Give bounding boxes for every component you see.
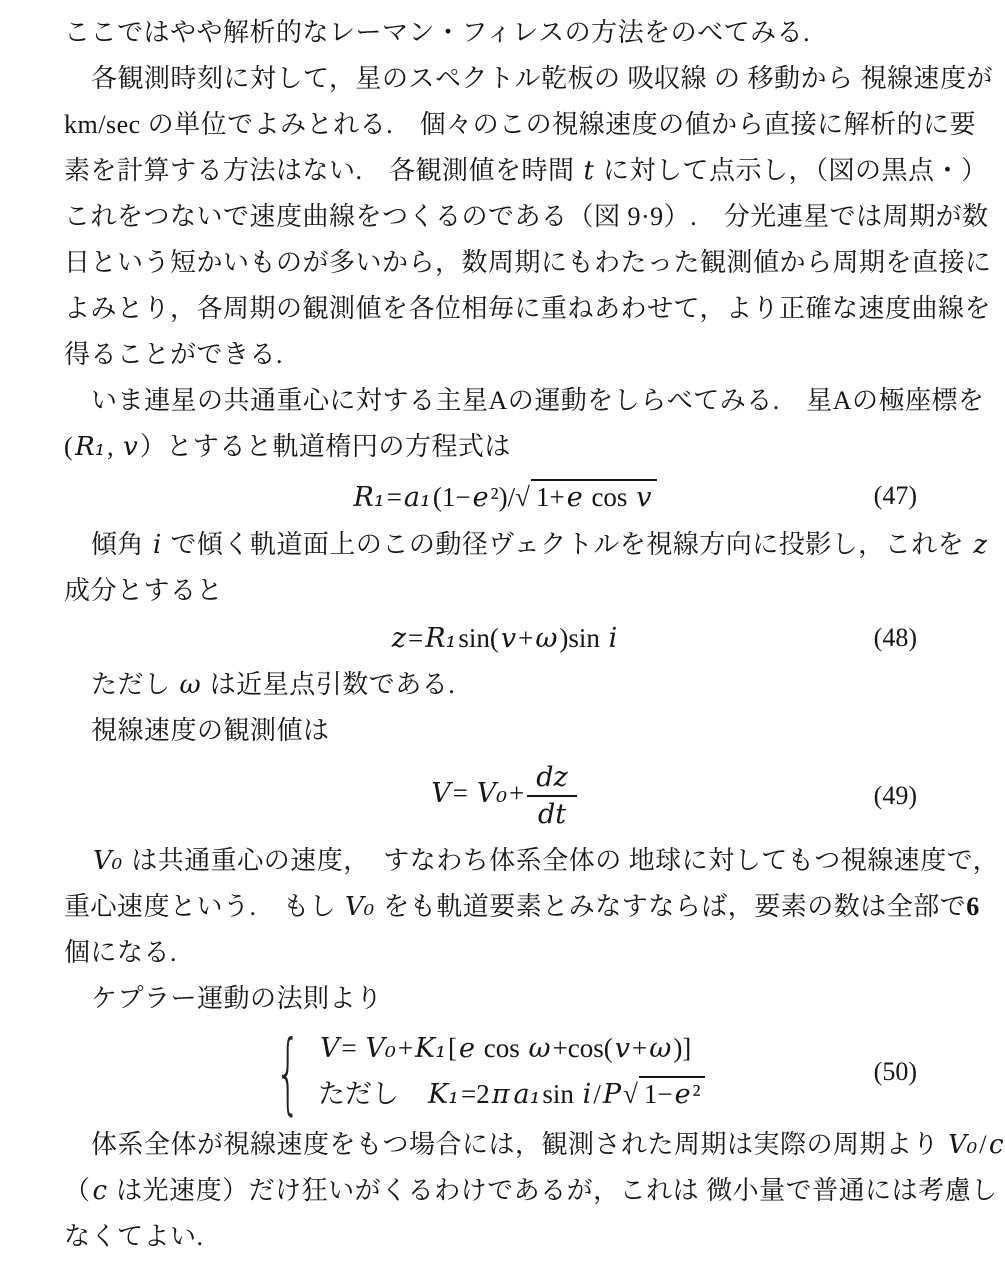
text-run: cos [584,482,635,512]
math-variable: e [472,482,489,513]
text-line [64,1214,945,1260]
equation-body [390,623,620,654]
text-run: ² [692,1079,701,1109]
text-run: 日という短かいものが多いから，数周期にもわたった観測値から周期を直接に [64,248,992,277]
math-variable: v [500,622,517,654]
radicand [531,479,657,513]
text-run: は共通重心の速度， すなわち体系全体の 地球に対してもつ視線速度で， [124,846,1000,875]
math-variable: v [123,432,138,462]
equation-50 [64,1022,945,1122]
text-line [64,332,945,378]
math-variable: c [92,1176,108,1206]
math-variable: ω [528,1033,551,1064]
text-run: で傾く軌道面上のこの動径ヴェクトルを視線方向に投影し，これを [163,530,972,559]
math-variable: e [674,1079,691,1110]
math-variable: c [988,1130,1004,1160]
text-run: （ [64,1176,91,1205]
text-line [64,930,945,976]
text-run: これをつないで速度曲線をつくるのである（図 9·9）. 分光連星では周期が数 [64,202,989,231]
text-run: は近星点引数である. [202,670,456,699]
math-variable: i [608,622,618,654]
math-variable: v [636,482,652,513]
equation-number: (47) [873,481,917,510]
text-run: )] [673,1033,692,1063]
text-line [64,568,945,614]
text-run: sin( [458,622,499,653]
math-variable: R₁ [75,432,106,462]
text-line [64,708,945,754]
text-run: + [509,778,525,809]
text-run: / [593,1079,601,1109]
equation-49 [64,754,945,838]
math-variable: V₀ [345,892,375,922]
text-line [64,1122,1004,1168]
text-run: よみとり，各周期の観測値を各位相毎に重ねあわせて，より正確な速度曲線を [64,294,991,323]
math-variable: P [602,1079,621,1110]
text-run: = [386,482,402,512]
text-run: に対して点示し，（図の黒点・） [595,156,988,185]
math-variable: a₁ [403,482,431,513]
text-line [64,56,993,102]
radical-sign: √ [623,1079,638,1109]
text-line [64,194,989,240]
math-variable: dz [536,762,568,793]
text-line [64,240,992,286]
text-line [64,10,945,56]
text-run: 重心速度という. もし [64,892,344,921]
math-variable: V₀ [948,1130,978,1160]
text-run: ここではやや解析的なレーマン・フィレスの方法をのべてみる. [64,18,811,47]
math-variable: V₀ [365,1033,396,1064]
math-variable: ω [535,622,558,654]
math-variable: a₁ [513,1079,541,1110]
text-run: ( [64,432,74,461]
text-run: 傾角 [91,530,152,559]
math-variable: z [973,530,988,560]
equation-number: (48) [873,623,917,652]
text-run: + [518,622,534,653]
text-line [64,976,945,1022]
math-variable: π [491,1079,510,1110]
math-variable: V₀ [93,846,123,876]
text-run: 6 [966,892,980,921]
text-column [64,10,1004,1260]
math-variable: z [391,622,406,654]
text-run: =2 [461,1079,490,1109]
math-variable: ω [649,1033,672,1064]
text-run: ただし [318,1079,426,1109]
text-run: 各観測時刻に対して，星のスペクトル乾板の 吸収線 の 移動から 視線速度が [91,64,993,93]
text-run: + [397,1033,414,1063]
text-run: [ [448,1033,458,1063]
text-run: いま連星の共通重心に対する主星Aの運動をしらべてみる. 星Aの極座標を [91,386,985,415]
math-variable: i [582,1079,592,1110]
equation-number: (50) [873,1057,917,1086]
equation-body [260,1021,705,1124]
text-run: ただし [91,670,178,699]
text-run: / [979,1130,987,1159]
text-line [64,838,1000,884]
math-variable: i [153,530,162,560]
text-run: なくてよい. [64,1222,204,1251]
radicand [639,1076,705,1110]
text-run: +cos( [552,1033,613,1063]
text-run: 個になる. [64,938,178,967]
left-brace: { [275,1020,301,1124]
text-line [64,102,977,148]
equation-rows [318,1033,705,1111]
math-variable: K₁ [428,1079,459,1110]
text-run: = [452,778,475,809]
text-line [64,148,988,194]
text-run: = [341,1033,364,1063]
text-run: 成分とすると [64,576,224,605]
math-variable: t [583,156,594,186]
text-line [64,522,988,568]
text-line [64,884,980,930]
text-run: ²)/ [490,482,516,512]
text-run: 視線速度の観測値は [91,716,330,745]
text-run: 得ることができる. [64,340,284,369]
equation-row [318,1033,705,1064]
math-variable: V [320,1033,340,1064]
text-run: km/sec の単位でよみとれる. 個々のこの視線速度の値から直接に解析的に要 [64,110,977,139]
text-run: ）とすると軌道楕円の方程式は [139,432,511,461]
equation-body [352,479,658,513]
text-run: 体系全体が視線速度をもつ場合には，観測された周期は実際の周期より [91,1130,947,1159]
equation-row [318,1072,705,1111]
text-run: )sin [559,622,607,653]
equation-body [429,762,580,830]
math-variable: ω [179,670,201,700]
fraction [527,762,577,830]
text-line [64,1168,998,1214]
math-variable: R₁ [425,622,457,654]
text-run: (1− [432,482,471,512]
text-run: = [407,622,424,653]
math-variable: e [566,482,583,513]
text-run: 1− [643,1079,673,1109]
text-run: sin [542,1079,581,1109]
text-run: 素を計算する方法はない. 各観測値を時間 [64,156,582,185]
math-variable: e [459,1033,476,1064]
text-line [64,378,985,424]
math-variable: K₁ [415,1033,447,1064]
fraction-numerator [527,762,577,797]
text-run: ケプラー運動の法則より [91,984,383,1013]
math-variable: R₁ [353,482,385,513]
fraction-denominator [527,797,577,830]
math-variable: v [614,1033,631,1064]
text-line [64,286,991,332]
text-run: + [632,1033,648,1063]
math-variable: V₀ [476,778,508,810]
text-run: cos [477,1033,527,1063]
equation-number: (49) [873,781,917,810]
text-line [64,424,945,470]
text-run: 1+ [535,482,565,512]
equation-48 [64,614,945,662]
text-run: は光速度）だけ狂いがくるわけであるが，これは 微小量で普通には考慮し [109,1176,998,1205]
text-line [64,662,945,708]
radical-sign: √ [515,482,530,512]
equation-47 [64,470,945,522]
math-variable: V [431,778,451,810]
math-variable: dt [537,799,567,830]
text-run: , [107,432,122,461]
text-run: をも軌道要素とみなすならば，要素の数は全部で [376,892,967,921]
